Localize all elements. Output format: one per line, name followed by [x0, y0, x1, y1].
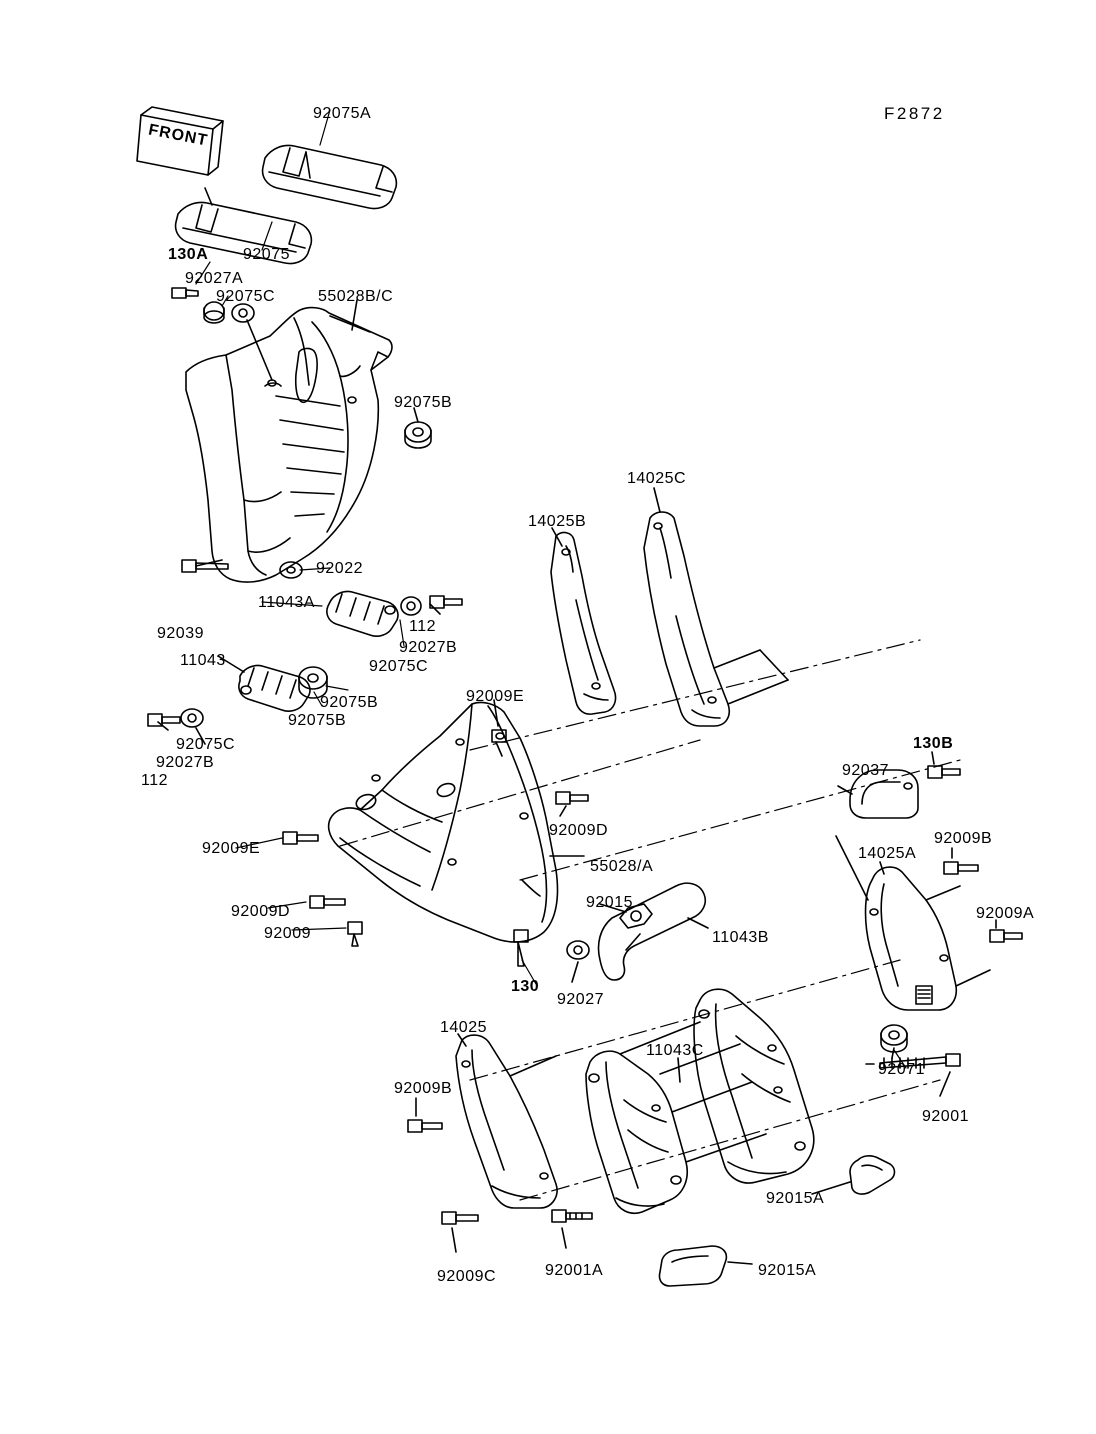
part-55028BC-side-cowling — [186, 308, 392, 582]
sheet-code: F2872 — [884, 104, 945, 123]
part-label-92027b-2: 92027B — [156, 754, 215, 771]
part-label-92009e-1: 92009E — [466, 688, 525, 705]
part-label-92009c: 92009C — [437, 1268, 497, 1285]
part-label-92075c-2: 92075C — [369, 658, 429, 675]
part-label-92015a-1: 92015A — [766, 1190, 825, 1207]
leader-92009C — [452, 1228, 456, 1252]
part-label-92075b-3: 92075B — [288, 712, 347, 729]
leader-92001 — [940, 1072, 950, 1096]
leader-92009D-right — [560, 806, 566, 816]
part-55028A-lower-cowling — [329, 702, 558, 942]
leader-92027 — [572, 962, 578, 982]
leader-11043B — [688, 918, 708, 928]
part-label-92009b-2: 92009B — [394, 1080, 453, 1097]
bolt-92009A — [990, 930, 1022, 942]
part-130-screw — [514, 930, 528, 966]
part-92015A-pad-right — [850, 1156, 895, 1194]
part-label-14025c: 14025C — [627, 470, 687, 487]
part-label-92009e-2: 92009E — [202, 840, 261, 857]
part-label-92075c-1: 92075C — [216, 288, 276, 305]
bolt-92009E-left — [283, 832, 318, 844]
part-14025A-cover — [866, 867, 991, 1010]
part-label-92075b-2: 92075B — [320, 694, 379, 711]
part-label-92075a: 92075A — [313, 105, 372, 122]
part-label-130: 130 — [511, 978, 540, 995]
bolt-92009-left — [348, 922, 362, 946]
part-label-11043b: 11043B — [712, 929, 769, 946]
part-label-11043a: 11043A — [258, 594, 315, 611]
part-label-92015a-2: 92015A — [758, 1262, 817, 1279]
part-label-92001: 92001 — [922, 1108, 969, 1125]
leader-92001A — [562, 1228, 566, 1248]
fastener-group-lower-left — [148, 709, 203, 727]
part-label-130b: 130B — [913, 735, 954, 752]
part-label-92009b-1: 92009B — [934, 830, 993, 847]
part-label-92009d-1: 92009D — [549, 822, 609, 839]
part-92075B-grommet-upper — [405, 422, 431, 448]
part-label-112-1: 112 — [409, 618, 437, 635]
leader-92075C-upper — [247, 320, 272, 380]
part-label-92075b-1: 92075B — [394, 394, 453, 411]
part-label-92039: 92039 — [157, 625, 204, 642]
bolt-92009B-right — [944, 862, 978, 874]
part-92027-washer — [567, 941, 589, 959]
part-label-92027a: 92027A — [185, 270, 244, 287]
part-130B-bolt — [928, 766, 960, 778]
leader-14025C — [654, 488, 660, 512]
part-label-92075: 92075 — [243, 246, 290, 263]
part-label-92009a: 92009A — [976, 905, 1035, 922]
part-92075A-trim-strip — [263, 146, 397, 209]
part-label-92009: 92009 — [264, 925, 311, 942]
part-label-92001a: 92001A — [545, 1262, 604, 1279]
part-label-11043: 11043 — [180, 652, 226, 669]
part-label-130a: 130A — [168, 246, 209, 263]
bolt-92009C — [442, 1212, 478, 1224]
bolt-92001A — [552, 1210, 592, 1222]
part-label-92009d-2: 92009D — [231, 903, 291, 920]
leader-11043C — [678, 1058, 680, 1082]
part-14025B-cover — [551, 533, 616, 715]
part-label-92075c-3: 92075C — [176, 736, 236, 753]
bolt-92009D-right — [556, 792, 588, 804]
part-label-92027b-1: 92027B — [399, 639, 458, 656]
part-label-14025: 14025 — [440, 1019, 487, 1036]
bolt-92009B-bottom — [408, 1120, 442, 1132]
part-label-55028a: 55028/A — [590, 858, 654, 875]
part-label-92027: 92027 — [557, 991, 604, 1008]
leader-92015A-bottom — [728, 1262, 752, 1264]
bolt-92009D-left — [310, 896, 345, 908]
part-14025C-cover — [644, 512, 788, 726]
part-92039-bolt — [182, 560, 228, 572]
part-label-14025b: 14025B — [528, 513, 587, 530]
part-label-112-2: 112 — [141, 772, 169, 789]
part-92015A-pad-bottom — [659, 1246, 726, 1286]
part-label-92071: 92071 — [878, 1061, 925, 1078]
part-label-11043c: 11043C — [646, 1042, 704, 1059]
leader-130B — [932, 752, 934, 764]
part-label-92022: 92022 — [316, 560, 363, 577]
front-tag-text: FRONT — [147, 121, 210, 150]
leader-112-1 — [430, 604, 440, 614]
part-label-92015: 92015 — [586, 894, 633, 911]
part-11043A-bracket — [327, 591, 398, 636]
part-label-92037: 92037 — [842, 762, 889, 779]
part-label-55028bc: 55028B/C — [318, 288, 394, 305]
part-11043C-stay — [586, 989, 814, 1213]
part-14025-cover — [456, 1035, 557, 1208]
part-label-14025a: 14025A — [858, 845, 917, 862]
